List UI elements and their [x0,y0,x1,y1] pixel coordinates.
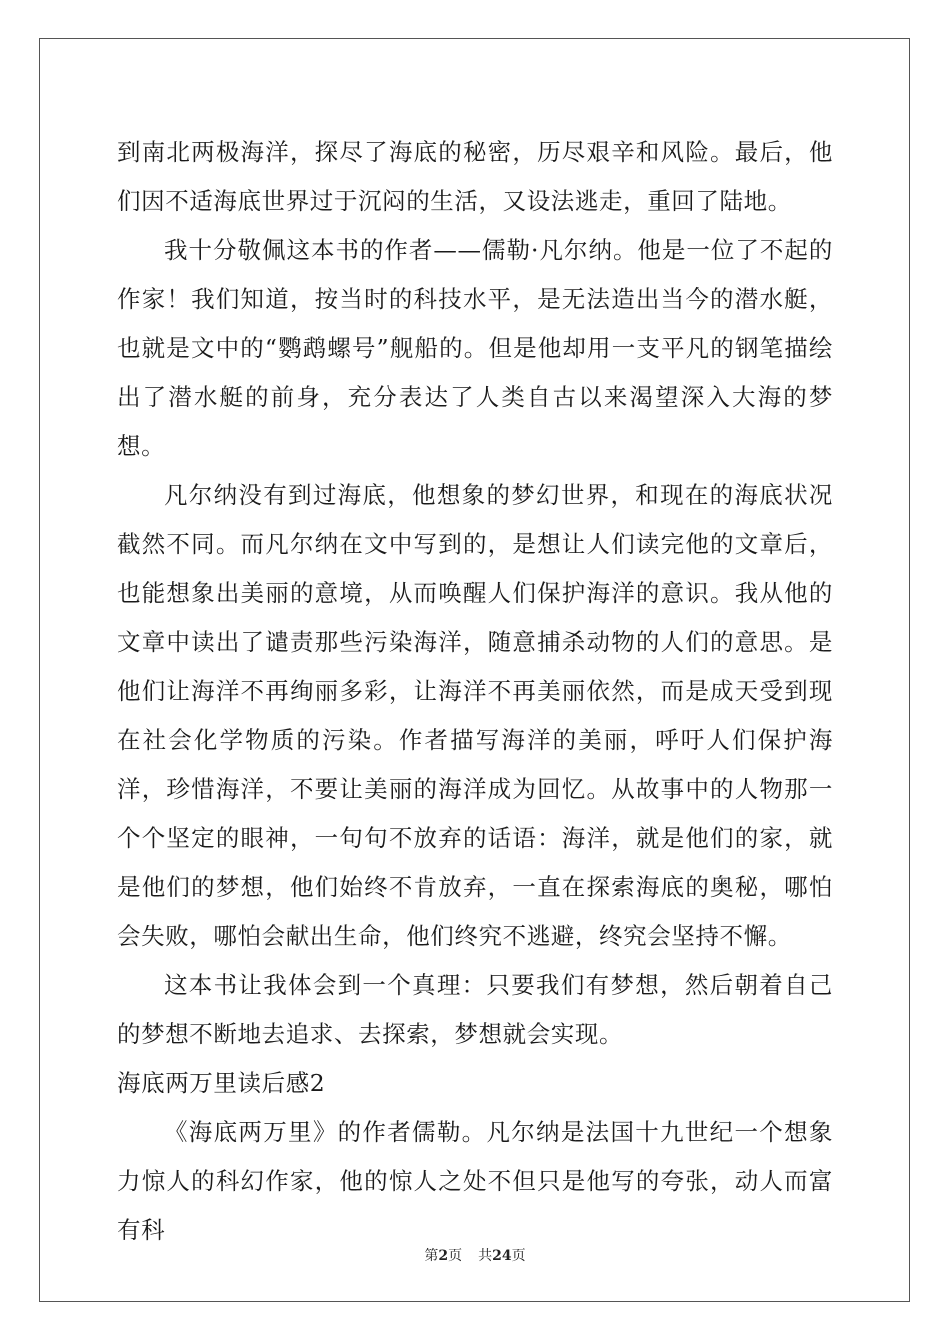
paragraph-3: 凡尔纳没有到过海底，他想象的梦幻世界，和现在的海底状况截然不同。而凡尔纳在文中写到的，是想让人们读完他的文章后，也能想象出美丽的意境，从而唤醒人们保护海洋的意识。我从他的文章中读出了谴责那些污染海洋，随意捕杀动物的人们的意思。是他们让海洋不再绚丽多彩，让海洋不再美丽依然，而是成天受到现在社会化学物质的污染。作者描写海洋的美丽，呼吁人们保护海洋，珍惜海洋，不要让美丽的海洋成为回忆。从故事中的人物那一个个坚定的眼神，一句句不放弃的话语：海洋，就是他们的家，就是他们的梦想，他们始终不肯放弃，一直在探索海底的奥秘，哪怕会失败，哪怕会献出生命，他们终究不逃避，终究会坚持不懈。 [117,481,833,950]
page-suffix: 页 [448,1248,463,1264]
paragraph-4: 这本书让我体会到一个真理：只要我们有梦想，然后朝着自己的梦想不断地去追求、去探索，梦想就会实现。 [117,971,833,1048]
paragraph-2: 我十分敬佩这本书的作者——儒勒·凡尔纳。他是一位了不起的作家！我们知道，按当时的科技水平，是无法造出当今的潜水艇，也就是文中的“鹦鹉螺号”舰船的。但是他却用一支平凡的钢笔描绘出了潜水艇的前身，充分表达了人类自古以来渴望深入大海的梦想。 [117,236,833,460]
total-suffix: 页 [511,1248,526,1264]
total-pages: 24 [492,1248,512,1264]
paragraph-1: 到南北两极海洋，探尽了海底的秘密，历尽艰辛和风险。最后，他们因不适海底世界过于沉闷的生活，又设法逃走，重回了陆地。 [117,138,833,215]
paragraph-5: 《海底两万里》的作者儒勒。凡尔纳是法国十九世纪一个想象力惊人的科幻作家，他的惊人之处不但只是他写的夸张，动人而富有科 [117,1118,833,1244]
page-prefix: 第 [424,1248,439,1264]
document-body [117,128,833,1255]
page-number: 2 [438,1248,449,1264]
total-prefix: 共 [478,1248,493,1264]
section-heading: 海底两万里读后感2 [117,1069,326,1097]
page-footer [0,1246,950,1266]
